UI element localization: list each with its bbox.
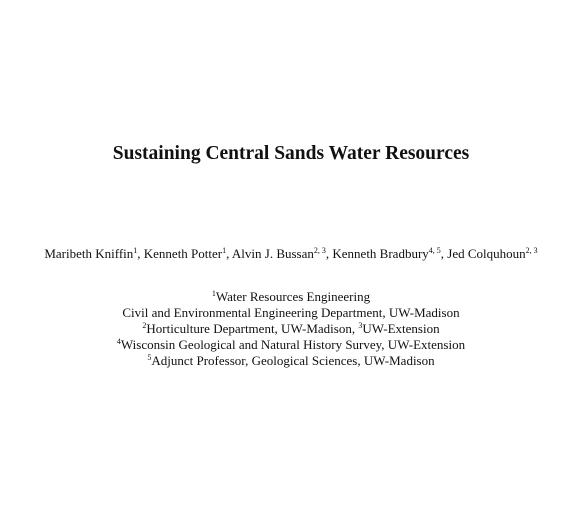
author-name: Alvin J. Bussan (231, 246, 314, 261)
affiliation-text: Horticulture Department, UW-Madison, (146, 321, 359, 336)
author-name: Kenneth Potter (143, 246, 223, 261)
affiliation-line (0, 337, 582, 353)
author-affiliation-marker: 1 (133, 246, 138, 255)
affiliation-marker: 3 (358, 321, 363, 330)
author-separator: , (325, 246, 333, 261)
author-separator: , (226, 246, 232, 261)
affiliation-line (0, 321, 582, 337)
document-title: Sustaining Central Sands Water Resources (112, 143, 470, 164)
affiliation-marker: 2 (142, 321, 147, 330)
affiliation-text: Adjunct Professor, Geological Sciences, UW-Madison (151, 353, 435, 368)
author-affiliation-marker: 2, 3 (525, 246, 538, 255)
author-affiliation-marker: 2, 3 (313, 246, 326, 255)
author-separator: , (440, 246, 448, 261)
affiliation-marker: 5 (147, 353, 152, 362)
affiliation-marker: 1 (211, 289, 216, 298)
affiliation-text: UW-Extension (362, 321, 440, 336)
affiliation-line (0, 305, 582, 321)
affiliation-text: Water Resources Engineering (215, 289, 371, 304)
author-name: Kenneth Bradbury (332, 246, 429, 261)
author-list (0, 244, 582, 264)
author-name: Maribeth Kniffin (44, 246, 134, 261)
affiliation-text: Civil and Environmental Engineering Department, UW-Madison (122, 305, 460, 320)
affiliation-list (0, 289, 582, 369)
affiliation-line (0, 289, 582, 305)
author-name: Jed Colquhoun (447, 246, 526, 261)
affiliation-text: Wisconsin Geological and Natural History Survey, UW-Extension (120, 337, 466, 352)
affiliation-marker: 4 (116, 337, 121, 346)
author-separator: , (137, 246, 144, 261)
author-affiliation-marker: 4, 5 (428, 246, 441, 255)
author-affiliation-marker: 1 (222, 246, 227, 255)
affiliation-line (0, 353, 582, 369)
